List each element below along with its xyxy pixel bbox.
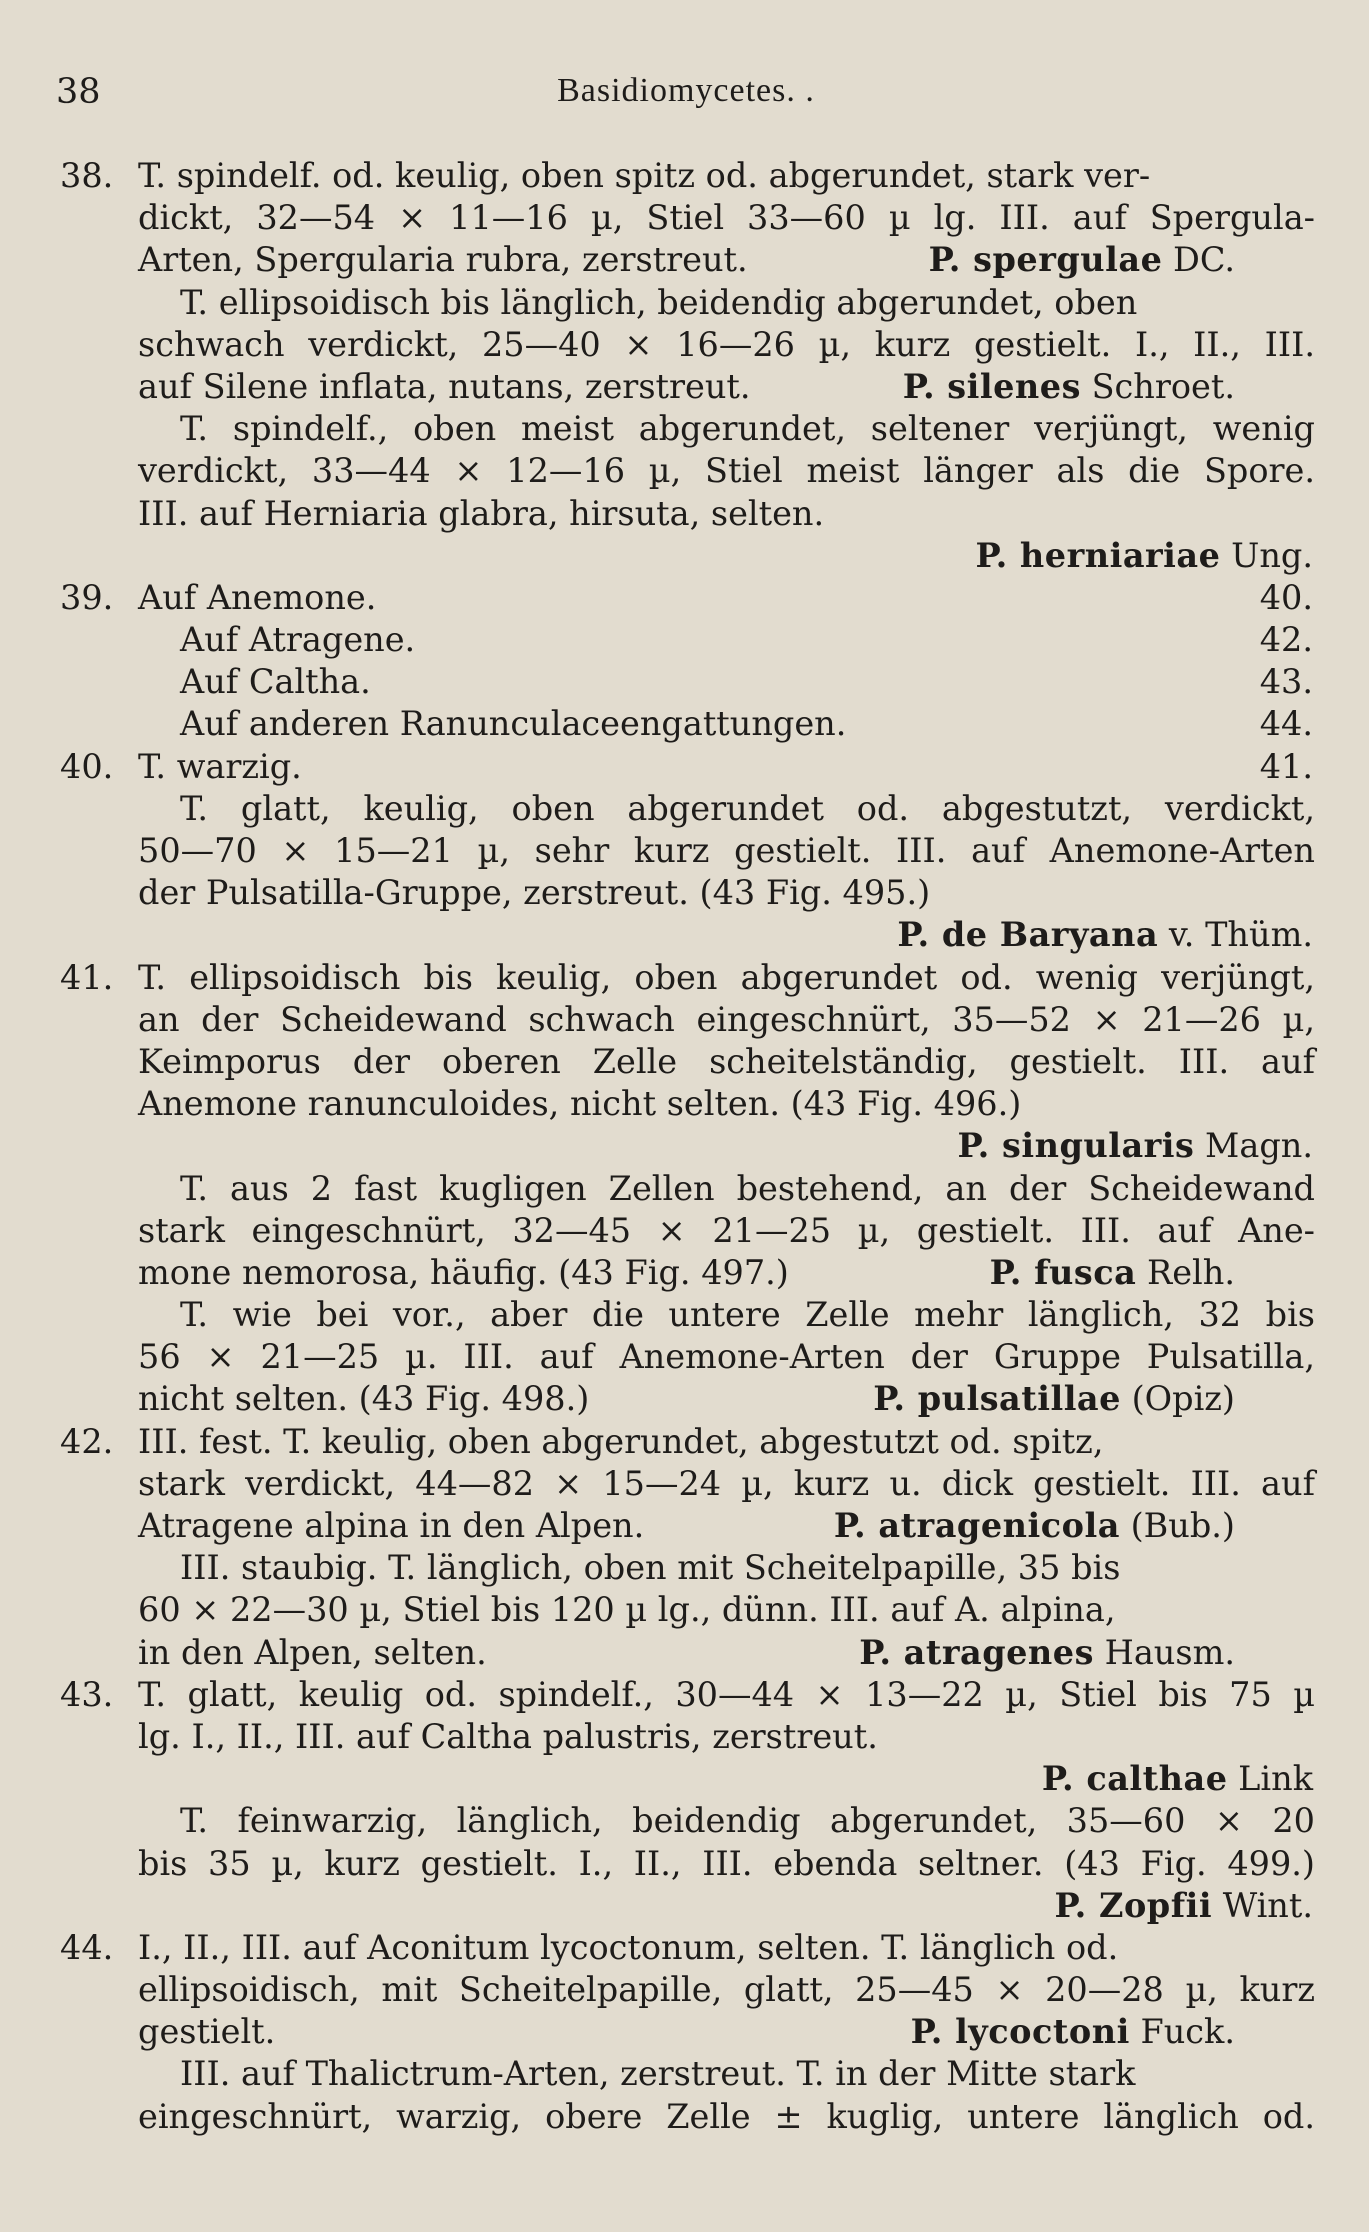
couplet-reference: 43. bbox=[1259, 662, 1313, 702]
couplet-reference: 42. bbox=[1259, 620, 1313, 660]
species-name: P. singularis bbox=[957, 1126, 1195, 1166]
key-text: T. aus 2 fast kugligen Zellen bestehend, an der Scheidewand bbox=[180, 1168, 1315, 1208]
key-text: T. ellipsoidisch bis keulig, oben abgerundet od. wenig verjüngt, bbox=[138, 957, 1315, 997]
key-line bbox=[60, 1125, 1315, 1167]
couplet-number: 42. bbox=[60, 1421, 114, 1461]
key-text: T. warzig. bbox=[138, 746, 302, 786]
key-text: III. auf Herniaria glabra, hirsuta, selten. bbox=[138, 493, 825, 533]
key-line bbox=[60, 197, 1315, 239]
key-text: Auf Anemone. bbox=[138, 577, 377, 617]
key-line bbox=[60, 1041, 1315, 1083]
key-line bbox=[60, 619, 1315, 661]
species-name: P. fusca bbox=[989, 1252, 1137, 1292]
key-line bbox=[60, 1632, 1315, 1674]
key-text: schwach verdickt, 25—40 × 16—26 µ, kurz gestielt. I., II., III. bbox=[138, 324, 1315, 364]
key-text: T. wie bei vor., aber die untere Zelle mehr länglich, 32 bis bbox=[180, 1295, 1315, 1335]
key-line bbox=[60, 746, 1315, 788]
species-label bbox=[929, 239, 1235, 281]
key-text: ellipsoidisch, mit Scheitelpapille, glatt, 25—45 × 20—28 µ, kurz bbox=[138, 1970, 1315, 2010]
species-author: Link bbox=[1227, 1759, 1313, 1799]
species-author: Magn. bbox=[1194, 1126, 1313, 1166]
species-author: v. Thüm. bbox=[1158, 915, 1313, 955]
key-line bbox=[60, 788, 1315, 830]
key-line bbox=[60, 957, 1315, 999]
key-text: T. ellipsoidisch bis länglich, beidendig abgerundet, oben bbox=[180, 282, 1138, 322]
species-name: P. silenes bbox=[902, 366, 1081, 406]
species-name: P. atragenicola bbox=[833, 1506, 1120, 1545]
key-text: Keimporus der oberen Zelle scheitelständig, gestielt. III. auf bbox=[138, 1041, 1315, 1081]
species-author: Fuck. bbox=[1129, 2012, 1235, 2052]
key-text: in den Alpen, selten. bbox=[138, 1632, 487, 1672]
couplet-reference: 44. bbox=[1259, 704, 1313, 744]
key-text: T. feinwarzig, länglich, beidendig abgerundet, 35—60 × 20 bbox=[180, 1801, 1315, 1841]
key-text: T. spindelf., oben meist abgerundet, seltener verjüngt, wenig bbox=[180, 409, 1315, 449]
couplet-reference: 40. bbox=[1259, 577, 1313, 617]
species-author: Relh. bbox=[1136, 1252, 1235, 1292]
couplet-number: 41. bbox=[60, 957, 114, 997]
key-line bbox=[60, 239, 1315, 281]
key-line bbox=[60, 1294, 1315, 1336]
key-line bbox=[60, 1674, 1315, 1716]
key-line bbox=[60, 703, 1315, 745]
running-title: Basidiomycetes. . bbox=[557, 72, 815, 109]
key-text: T. glatt, keulig od. spindelf., 30—44 × 13—22 µ, Stiel bis 75 µ bbox=[138, 1674, 1315, 1714]
key-text: auf Silene inflata, nutans, zerstreut. bbox=[138, 366, 751, 406]
key-line bbox=[60, 1758, 1315, 1800]
key-line bbox=[60, 2096, 1315, 2138]
key-line bbox=[60, 1168, 1315, 1210]
key-text: bis 35 µ, kurz gestielt. I., II., III. ebenda seltner. (43 Fig. 499.) bbox=[138, 1843, 1315, 1883]
key-text: Auf anderen Ranunculaceengattungen. bbox=[180, 704, 847, 744]
species-author: Hausm. bbox=[1093, 1632, 1235, 1672]
species-name: P. herniariae bbox=[975, 535, 1221, 575]
key-text: 60 × 22—30 µ, Stiel bis 120 µ lg., dünn. III. auf A. alpina, bbox=[138, 1590, 1116, 1630]
key-line bbox=[60, 450, 1315, 492]
species-name: P. de Baryana bbox=[897, 915, 1159, 955]
key-line bbox=[60, 1378, 1315, 1420]
key-text: verdickt, 33—44 × 12—16 µ, Stiel meist länger als die Spore. bbox=[138, 451, 1315, 491]
key-line bbox=[60, 1463, 1315, 1505]
key-text: Auf Caltha. bbox=[180, 662, 371, 702]
species-label bbox=[990, 1252, 1235, 1294]
key-body bbox=[60, 155, 1315, 2138]
key-line bbox=[60, 914, 1315, 956]
key-text: mone nemorosa, häufig. (43 Fig. 497.) bbox=[138, 1252, 789, 1292]
species-author: Ung. bbox=[1220, 535, 1313, 575]
species-label bbox=[903, 366, 1235, 408]
key-line bbox=[60, 1252, 1315, 1294]
species-name: P. lycoctoni bbox=[910, 2012, 1130, 2052]
key-line bbox=[60, 1589, 1315, 1631]
key-text: lg. I., II., III. auf Caltha palustris, zerstreut. bbox=[138, 1716, 878, 1756]
species-label bbox=[873, 1378, 1235, 1420]
key-line bbox=[60, 408, 1315, 450]
couplet-number: 44. bbox=[60, 1927, 114, 1967]
key-line bbox=[60, 2011, 1315, 2053]
species-name: P. calthae bbox=[1041, 1759, 1228, 1799]
key-text: T. spindelf. od. keulig, oben spitz od. abgerundet, stark ver- bbox=[138, 156, 1151, 195]
key-text: der Pulsatilla-Gruppe, zerstreut. (43 Fig. 495.) bbox=[138, 873, 931, 913]
key-line bbox=[60, 282, 1315, 324]
key-text: 56 × 21—25 µ. III. auf Anemone-Arten der Gruppe Pulsatilla, bbox=[138, 1337, 1315, 1377]
key-text: III. staubig. T. länglich, oben mit Scheitelpapille, 35 bis bbox=[180, 1548, 1121, 1588]
species-name: P. spergulae bbox=[928, 240, 1163, 280]
key-line bbox=[60, 493, 1315, 535]
key-text: nicht selten. (43 Fig. 498.) bbox=[138, 1379, 590, 1419]
key-line bbox=[60, 1885, 1315, 1927]
key-text: Auf Atragene. bbox=[180, 620, 416, 660]
key-text: I., II., III. auf Aconitum lycoctonum, selten. T. länglich od. bbox=[138, 1927, 1119, 1967]
key-text: Atragene alpina in den Alpen. bbox=[138, 1506, 645, 1545]
key-line bbox=[60, 155, 1315, 197]
key-text: stark verdickt, 44—82 × 15—24 µ, kurz u. dick gestielt. III. auf bbox=[138, 1463, 1315, 1503]
couplet-reference: 41. bbox=[1259, 746, 1313, 786]
key-text: an der Scheidewand schwach eingeschnürt, 35—52 × 21—26 µ, bbox=[138, 999, 1315, 1039]
key-line bbox=[60, 1505, 1315, 1547]
key-text: stark eingeschnürt, 32—45 × 21—25 µ, gestielt. III. auf Ane- bbox=[138, 1210, 1315, 1250]
key-line bbox=[60, 830, 1315, 872]
key-line bbox=[60, 577, 1315, 619]
key-line bbox=[60, 2053, 1315, 2095]
key-line bbox=[60, 1083, 1315, 1125]
couplet-number: 38. bbox=[60, 156, 114, 195]
species-label bbox=[859, 1632, 1235, 1674]
key-line bbox=[60, 1800, 1315, 1842]
key-text: Anemone ranunculoides, nicht selten. (43 Fig. 496.) bbox=[138, 1084, 1022, 1124]
key-line bbox=[60, 1421, 1315, 1463]
key-line bbox=[60, 1716, 1315, 1758]
key-text: 50—70 × 15—21 µ, sehr kurz gestielt. III. auf Anemone-Arten bbox=[138, 831, 1315, 870]
key-line bbox=[60, 1336, 1315, 1378]
species-name: P. Zopfii bbox=[1054, 1885, 1213, 1925]
couplet-number: 43. bbox=[60, 1674, 114, 1714]
key-line bbox=[60, 324, 1315, 366]
key-text: III. fest. T. keulig, oben abgerundet, abgestutzt od. spitz, bbox=[138, 1421, 1104, 1461]
species-author: DC. bbox=[1162, 240, 1235, 280]
key-line bbox=[60, 1927, 1315, 1969]
couplet-number: 39. bbox=[60, 577, 114, 617]
key-line bbox=[60, 661, 1315, 703]
key-line bbox=[60, 1547, 1315, 1589]
key-text: gestielt. bbox=[138, 2012, 276, 2052]
species-label bbox=[911, 2011, 1235, 2053]
key-line bbox=[60, 999, 1315, 1041]
key-text: dickt, 32—54 × 11—16 µ, Stiel 33—60 µ lg. III. auf Spergula- bbox=[138, 198, 1315, 238]
key-text: eingeschnürt, warzig, obere Zelle ± kuglig, untere länglich od. bbox=[138, 2096, 1315, 2136]
species-author: Wint. bbox=[1212, 1885, 1313, 1925]
species-name: P. atragenes bbox=[859, 1632, 1094, 1672]
species-author: Schroet. bbox=[1080, 366, 1235, 406]
key-line bbox=[60, 872, 1315, 914]
key-line bbox=[60, 366, 1315, 408]
species-name: P. pulsatillae bbox=[873, 1379, 1121, 1419]
key-text: T. glatt, keulig, oben abgerundet od. abgestutzt, verdickt, bbox=[180, 788, 1315, 828]
key-line bbox=[60, 535, 1315, 577]
key-line bbox=[60, 1969, 1315, 2011]
species-label bbox=[834, 1505, 1235, 1547]
page-header bbox=[56, 72, 1316, 116]
couplet-number: 40. bbox=[60, 746, 114, 786]
key-line bbox=[60, 1210, 1315, 1252]
key-text: III. auf Thalictrum-Arten, zerstreut. T. in der Mitte stark bbox=[180, 2054, 1136, 2094]
page-number: 38 bbox=[56, 72, 101, 112]
key-line bbox=[60, 1843, 1315, 1885]
species-author: (Opiz) bbox=[1120, 1379, 1235, 1419]
species-author: (Bub.) bbox=[1119, 1506, 1235, 1545]
key-text: Arten, Spergularia rubra, zerstreut. bbox=[138, 240, 748, 280]
